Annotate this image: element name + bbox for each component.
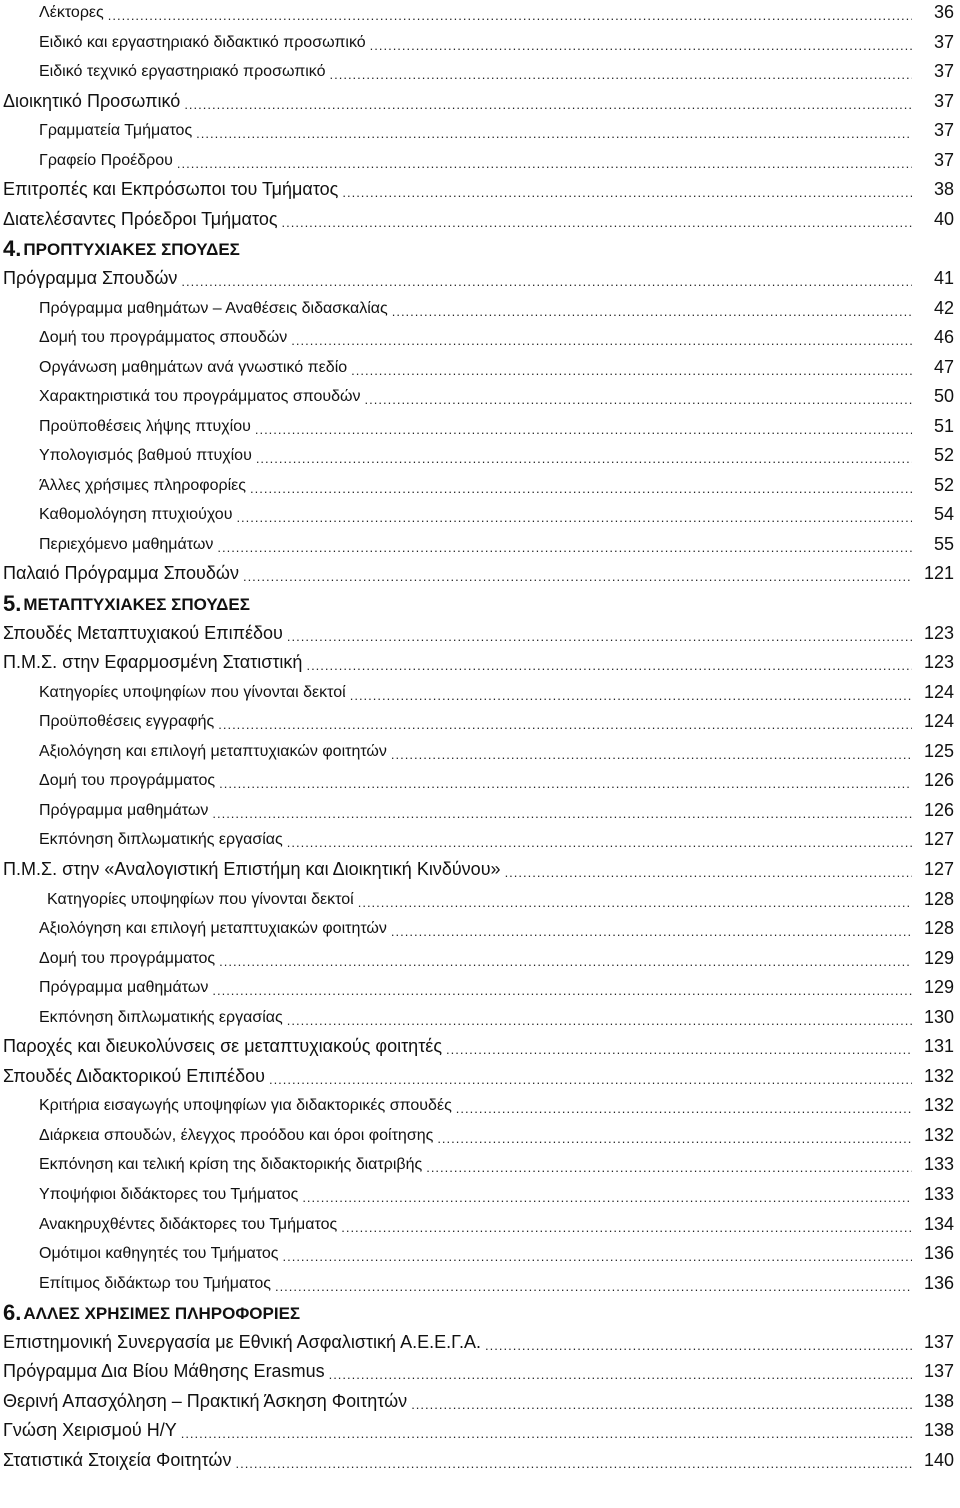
dot-leader bbox=[426, 1160, 912, 1175]
toc-entry-title: Περιεχόμενο μαθημάτων bbox=[39, 535, 214, 553]
section-heading bbox=[0, 234, 240, 264]
toc-entry-page: 40 bbox=[933, 209, 954, 229]
toc-entry-title: Διατελέσαντες Πρόεδροι Τμήματος bbox=[3, 209, 278, 229]
toc-entry[interactable] bbox=[0, 1003, 960, 1032]
toc-entry-title: Πρόγραμμα μαθημάτων – Αναθέσεις διδασκαλίας bbox=[39, 299, 388, 317]
dot-leader bbox=[218, 717, 912, 732]
toc-entry[interactable] bbox=[0, 885, 960, 914]
toc-entry-page: 138 bbox=[923, 1391, 954, 1411]
dot-leader bbox=[250, 481, 912, 496]
toc-entry-page: 128 bbox=[923, 889, 954, 909]
dot-leader bbox=[235, 1456, 912, 1471]
toc-entry-page: 52 bbox=[933, 475, 954, 495]
section-title: ΠΡΟΠΤΥΧΙΑΚΕΣ ΣΠΟΥΔΕΣ bbox=[23, 240, 240, 259]
toc-entry-page: 50 bbox=[933, 386, 954, 406]
toc-entry-title: Ειδικό και εργαστηριακό διδακτικό προσωπικό bbox=[39, 33, 366, 51]
toc-entry[interactable] bbox=[0, 1032, 960, 1061]
toc-entry[interactable] bbox=[0, 1328, 960, 1357]
toc-entry-title: Πρόγραμμα Δια Βίου Μάθησης Erasmus bbox=[3, 1361, 325, 1381]
toc-entry-page: 37 bbox=[933, 91, 954, 111]
toc-entry-title: Π.Μ.Σ. στην Εφαρμοσμένη Στατιστική bbox=[3, 652, 303, 672]
toc-entry[interactable] bbox=[0, 737, 960, 766]
dot-leader bbox=[358, 895, 912, 910]
toc-entry[interactable] bbox=[0, 116, 960, 145]
toc-entry[interactable] bbox=[0, 796, 960, 825]
toc-entry-page: 125 bbox=[923, 741, 954, 761]
toc-entry-page: 124 bbox=[923, 682, 954, 702]
toc-entry[interactable] bbox=[0, 57, 960, 86]
toc-entry[interactable] bbox=[0, 87, 960, 116]
toc-entry-title: Υπολογισμός βαθμού πτυχίου bbox=[39, 446, 252, 464]
toc-entry-title: Λέκτορες bbox=[39, 3, 104, 21]
dot-leader bbox=[181, 274, 912, 289]
toc-entry[interactable] bbox=[0, 678, 960, 707]
dot-leader bbox=[269, 1072, 912, 1087]
toc-entry-title: Προϋποθέσεις λήψης πτυχίου bbox=[39, 417, 251, 435]
toc-entry-page: 38 bbox=[933, 179, 954, 199]
dot-leader bbox=[391, 924, 912, 939]
toc-entry-page: 133 bbox=[923, 1184, 954, 1204]
toc-entry-title: Εκπόνηση διπλωματικής εργασίας bbox=[39, 1008, 283, 1026]
dot-leader bbox=[275, 1279, 912, 1294]
toc-entry-page: 137 bbox=[923, 1332, 954, 1352]
toc-entry[interactable] bbox=[0, 766, 960, 795]
toc-entry-title: Δομή του προγράμματος bbox=[39, 949, 216, 967]
toc-entry[interactable] bbox=[0, 855, 960, 884]
toc-entry-page: 52 bbox=[933, 445, 954, 465]
dot-leader bbox=[255, 422, 912, 437]
toc-entry[interactable] bbox=[0, 559, 960, 588]
toc-entry-title: Προϋποθέσεις εγγραφής bbox=[39, 712, 215, 730]
dot-leader bbox=[181, 1426, 912, 1441]
toc-entry-title: Σπουδές Μεταπτυχιακού Επιπέδου bbox=[3, 623, 283, 643]
toc-entry[interactable] bbox=[0, 500, 960, 529]
toc-entry[interactable] bbox=[0, 944, 960, 973]
section-title: ΑΛΛΕΣ ΧΡΗΣΙΜΕΣ ΠΛΗΡΟΦΟΡΙΕΣ bbox=[23, 1304, 301, 1323]
toc-entry-page: 133 bbox=[923, 1154, 954, 1174]
dot-leader bbox=[370, 38, 912, 53]
toc-entry[interactable] bbox=[0, 648, 960, 677]
toc-entry[interactable] bbox=[0, 264, 960, 293]
toc-entry-page: 123 bbox=[923, 623, 954, 643]
section-number: 5. bbox=[3, 591, 22, 616]
toc-entry[interactable] bbox=[0, 1210, 960, 1239]
dot-leader bbox=[184, 97, 912, 112]
section-number: 4. bbox=[3, 236, 22, 261]
toc-entry-page: 41 bbox=[933, 268, 954, 288]
dot-leader bbox=[456, 1101, 912, 1116]
toc-entry-title: Κριτήρια εισαγωγής υποψηφίων για διδακτορικές σπουδές bbox=[39, 1096, 452, 1114]
dot-leader bbox=[391, 747, 912, 762]
toc-entry-page: 127 bbox=[923, 829, 954, 849]
toc-entry[interactable] bbox=[0, 382, 960, 411]
toc-entry-page: 138 bbox=[923, 1420, 954, 1440]
toc-entry-title: Διάρκεια σπουδών, έλεγχος προόδου και όροι φοίτησης bbox=[39, 1126, 434, 1144]
toc-entry[interactable] bbox=[0, 825, 960, 854]
toc-entry-title: Ειδικό τεχνικό εργαστηριακό προσωπικό bbox=[39, 62, 326, 80]
toc-entry-page: 124 bbox=[923, 711, 954, 731]
section-heading bbox=[0, 589, 250, 619]
dot-leader bbox=[282, 1249, 912, 1264]
dot-leader bbox=[243, 569, 912, 584]
toc-entry-page: 37 bbox=[933, 150, 954, 170]
toc-entry-page: 132 bbox=[923, 1066, 954, 1086]
toc-entry-page: 134 bbox=[923, 1214, 954, 1234]
toc-entry-page: 36 bbox=[933, 2, 954, 22]
toc-entry[interactable] bbox=[0, 28, 960, 57]
toc-entry[interactable] bbox=[0, 707, 960, 736]
toc-entry-title: Γραμματεία Τμήματος bbox=[39, 121, 193, 139]
toc-entry-page: 37 bbox=[933, 61, 954, 81]
toc-entry-title: Γνώση Χειρισμού Η/Υ bbox=[3, 1420, 177, 1440]
toc-entry-title: Θερινή Απασχόληση – Πρακτική Άσκηση Φοιτητών bbox=[3, 1391, 408, 1411]
toc-entry-title: Αξιολόγηση και επιλογή μεταπτυχιακών φοιτητών bbox=[39, 919, 387, 937]
toc-entry[interactable] bbox=[0, 1416, 960, 1445]
toc-entry[interactable] bbox=[0, 0, 960, 27]
toc-entry-title: Δομή του προγράμματος bbox=[39, 771, 216, 789]
dot-leader bbox=[287, 629, 912, 644]
toc-entry-page: 54 bbox=[933, 504, 954, 524]
toc-entry-page: 37 bbox=[933, 32, 954, 52]
toc-entry[interactable] bbox=[0, 1387, 960, 1416]
toc-entry-page: 129 bbox=[923, 948, 954, 968]
section-heading bbox=[0, 1298, 300, 1328]
toc-entry[interactable] bbox=[0, 1091, 960, 1120]
section-number: 6. bbox=[3, 1300, 22, 1325]
toc-entry[interactable] bbox=[0, 1357, 960, 1386]
dot-leader bbox=[330, 67, 913, 82]
toc-entry-page: 46 bbox=[933, 327, 954, 347]
toc-entry-page: 42 bbox=[933, 298, 954, 318]
toc-entry-page: 121 bbox=[923, 563, 954, 583]
toc-entry[interactable] bbox=[0, 1150, 960, 1179]
toc-entry-page: 131 bbox=[923, 1036, 954, 1056]
toc-entry-title: Επιτροπές και Εκπρόσωποι του Τμήματος bbox=[3, 179, 339, 199]
toc-entry[interactable] bbox=[0, 973, 960, 1002]
toc-entry-page: 51 bbox=[933, 416, 954, 436]
dot-leader bbox=[365, 392, 912, 407]
dot-leader bbox=[505, 865, 912, 880]
toc-entry-title: Παροχές και διευκολύνσεις σε μεταπτυχιακούς φοιτητές bbox=[3, 1036, 443, 1056]
dot-leader bbox=[217, 540, 912, 555]
toc-entry-title: Άλλες χρήσιμες πληροφορίες bbox=[39, 476, 247, 494]
toc-entry-page: 126 bbox=[923, 800, 954, 820]
toc-entry[interactable] bbox=[0, 205, 960, 234]
dot-leader bbox=[485, 1338, 912, 1353]
toc-entry[interactable] bbox=[0, 146, 960, 175]
toc-entry-title: Επιστημονική Συνεργασία με Εθνική Ασφαλιστική Α.Ε.Ε.Γ.Α. bbox=[3, 1332, 482, 1352]
toc-entry[interactable] bbox=[0, 471, 960, 500]
toc-entry[interactable] bbox=[0, 1062, 960, 1091]
section-title: ΜΕΤΑΠΤΥΧΙΑΚΕΣ ΣΠΟΥΔΕΣ bbox=[23, 595, 250, 614]
dot-leader bbox=[219, 776, 912, 791]
dot-leader bbox=[108, 8, 912, 23]
toc-entry-page: 123 bbox=[923, 652, 954, 672]
toc-entry-title: Διοικητικό Προσωπικό bbox=[3, 91, 181, 111]
dot-leader bbox=[351, 363, 912, 378]
toc-entry[interactable] bbox=[0, 441, 960, 470]
dot-leader bbox=[446, 1042, 912, 1057]
toc-entry-page: 137 bbox=[923, 1361, 954, 1381]
toc-entry-title: Καθομολόγηση πτυχιούχου bbox=[39, 505, 233, 523]
toc-entry-page: 129 bbox=[923, 977, 954, 997]
dot-leader bbox=[236, 510, 912, 525]
toc-entry-page: 126 bbox=[923, 770, 954, 790]
toc-entry-page: 132 bbox=[923, 1095, 954, 1115]
toc-entry[interactable] bbox=[0, 530, 960, 559]
toc-entry-title: Δομή του προγράμματος σπουδών bbox=[39, 328, 288, 346]
toc-entry[interactable] bbox=[0, 1180, 960, 1209]
toc-entry[interactable] bbox=[0, 914, 960, 943]
toc-entry-title: Πρόγραμμα μαθημάτων bbox=[39, 801, 209, 819]
toc-entry-title: Εκπόνηση και τελική κρίση της διδακτορικής διατριβής bbox=[39, 1155, 423, 1173]
toc-entry-page: 47 bbox=[933, 357, 954, 377]
toc-entry-page: 37 bbox=[933, 120, 954, 140]
toc-entry[interactable] bbox=[0, 323, 960, 352]
toc-entry-title: Γραφείο Προέδρου bbox=[39, 151, 173, 169]
toc-entry-title: Εκπόνηση διπλωματικής εργασίας bbox=[39, 830, 283, 848]
toc-entry-title: Π.Μ.Σ. στην «Αναλογιστική Επιστήμη και Διοικητική Κινδύνου» bbox=[3, 859, 501, 879]
toc-entry-title: Πρόγραμμα μαθημάτων bbox=[39, 978, 209, 996]
toc-entry[interactable] bbox=[0, 619, 960, 648]
toc-entry-title: Επίτιμος διδάκτωρ του Τμήματος bbox=[39, 1274, 271, 1292]
toc-entry-title: Υποψήφιοι διδάκτορες του Τμήματος bbox=[39, 1185, 299, 1203]
dot-leader bbox=[342, 185, 912, 200]
dot-leader bbox=[287, 1013, 912, 1028]
toc-entry-page: 55 bbox=[933, 534, 954, 554]
toc-entry-page: 127 bbox=[923, 859, 954, 879]
toc-entry[interactable] bbox=[0, 1269, 960, 1298]
dot-leader bbox=[256, 451, 912, 466]
dot-leader bbox=[219, 954, 912, 969]
dot-leader bbox=[341, 1220, 912, 1235]
dot-leader bbox=[329, 1367, 912, 1382]
toc-entry-title: Στατιστικά Στοιχεία Φοιτητών bbox=[3, 1450, 232, 1470]
toc-entry[interactable] bbox=[0, 1239, 960, 1268]
toc-entry-page: 136 bbox=[923, 1273, 954, 1293]
toc-entry-title: Πρόγραμμα Σπουδών bbox=[3, 268, 178, 288]
dot-leader bbox=[411, 1397, 912, 1412]
toc-entry[interactable] bbox=[0, 353, 960, 382]
toc-entry-title: Κατηγορίες υποψηφίων που γίνονται δεκτοί bbox=[39, 683, 346, 701]
toc-entry-title: Ανακηρυχθέντες διδάκτορες του Τμήματος bbox=[39, 1215, 338, 1233]
dot-leader bbox=[212, 983, 912, 998]
toc-entry[interactable] bbox=[0, 412, 960, 441]
toc-entry-page: 130 bbox=[923, 1007, 954, 1027]
dot-leader bbox=[282, 215, 912, 230]
dot-leader bbox=[306, 658, 912, 673]
dot-leader bbox=[196, 126, 912, 141]
toc-entry-page: 128 bbox=[923, 918, 954, 938]
toc-entry-title: Παλαιό Πρόγραμμα Σπουδών bbox=[3, 563, 239, 583]
dot-leader bbox=[350, 688, 912, 703]
toc-entry-page: 140 bbox=[923, 1450, 954, 1470]
dot-leader bbox=[291, 333, 912, 348]
dot-leader bbox=[212, 806, 912, 821]
dot-leader bbox=[287, 835, 912, 850]
dot-leader bbox=[302, 1190, 912, 1205]
toc-entry[interactable] bbox=[0, 294, 960, 323]
toc-entry-title: Σπουδές Διδακτορικού Επιπέδου bbox=[3, 1066, 265, 1086]
toc-entry-title: Χαρακτηριστικά του προγράμματος σπουδών bbox=[39, 387, 361, 405]
toc-entry-title: Κατηγορίες υποψηφίων που γίνονται δεκτοί bbox=[47, 890, 354, 908]
dot-leader bbox=[177, 156, 912, 171]
toc-entry-page: 136 bbox=[923, 1243, 954, 1263]
toc-entry-title: Ομότιμοι καθηγητές του Τμήματος bbox=[39, 1244, 279, 1262]
toc-entry[interactable] bbox=[0, 175, 960, 204]
dot-leader bbox=[392, 304, 912, 319]
toc-entry[interactable] bbox=[0, 1121, 960, 1150]
toc-entry-page: 132 bbox=[923, 1125, 954, 1145]
toc-entry[interactable] bbox=[0, 1446, 960, 1475]
toc-entry-title: Οργάνωση μαθημάτων ανά γνωστικό πεδίο bbox=[39, 358, 348, 376]
toc-entry-title: Αξιολόγηση και επιλογή μεταπτυχιακών φοιτητών bbox=[39, 742, 387, 760]
dot-leader bbox=[437, 1131, 912, 1146]
